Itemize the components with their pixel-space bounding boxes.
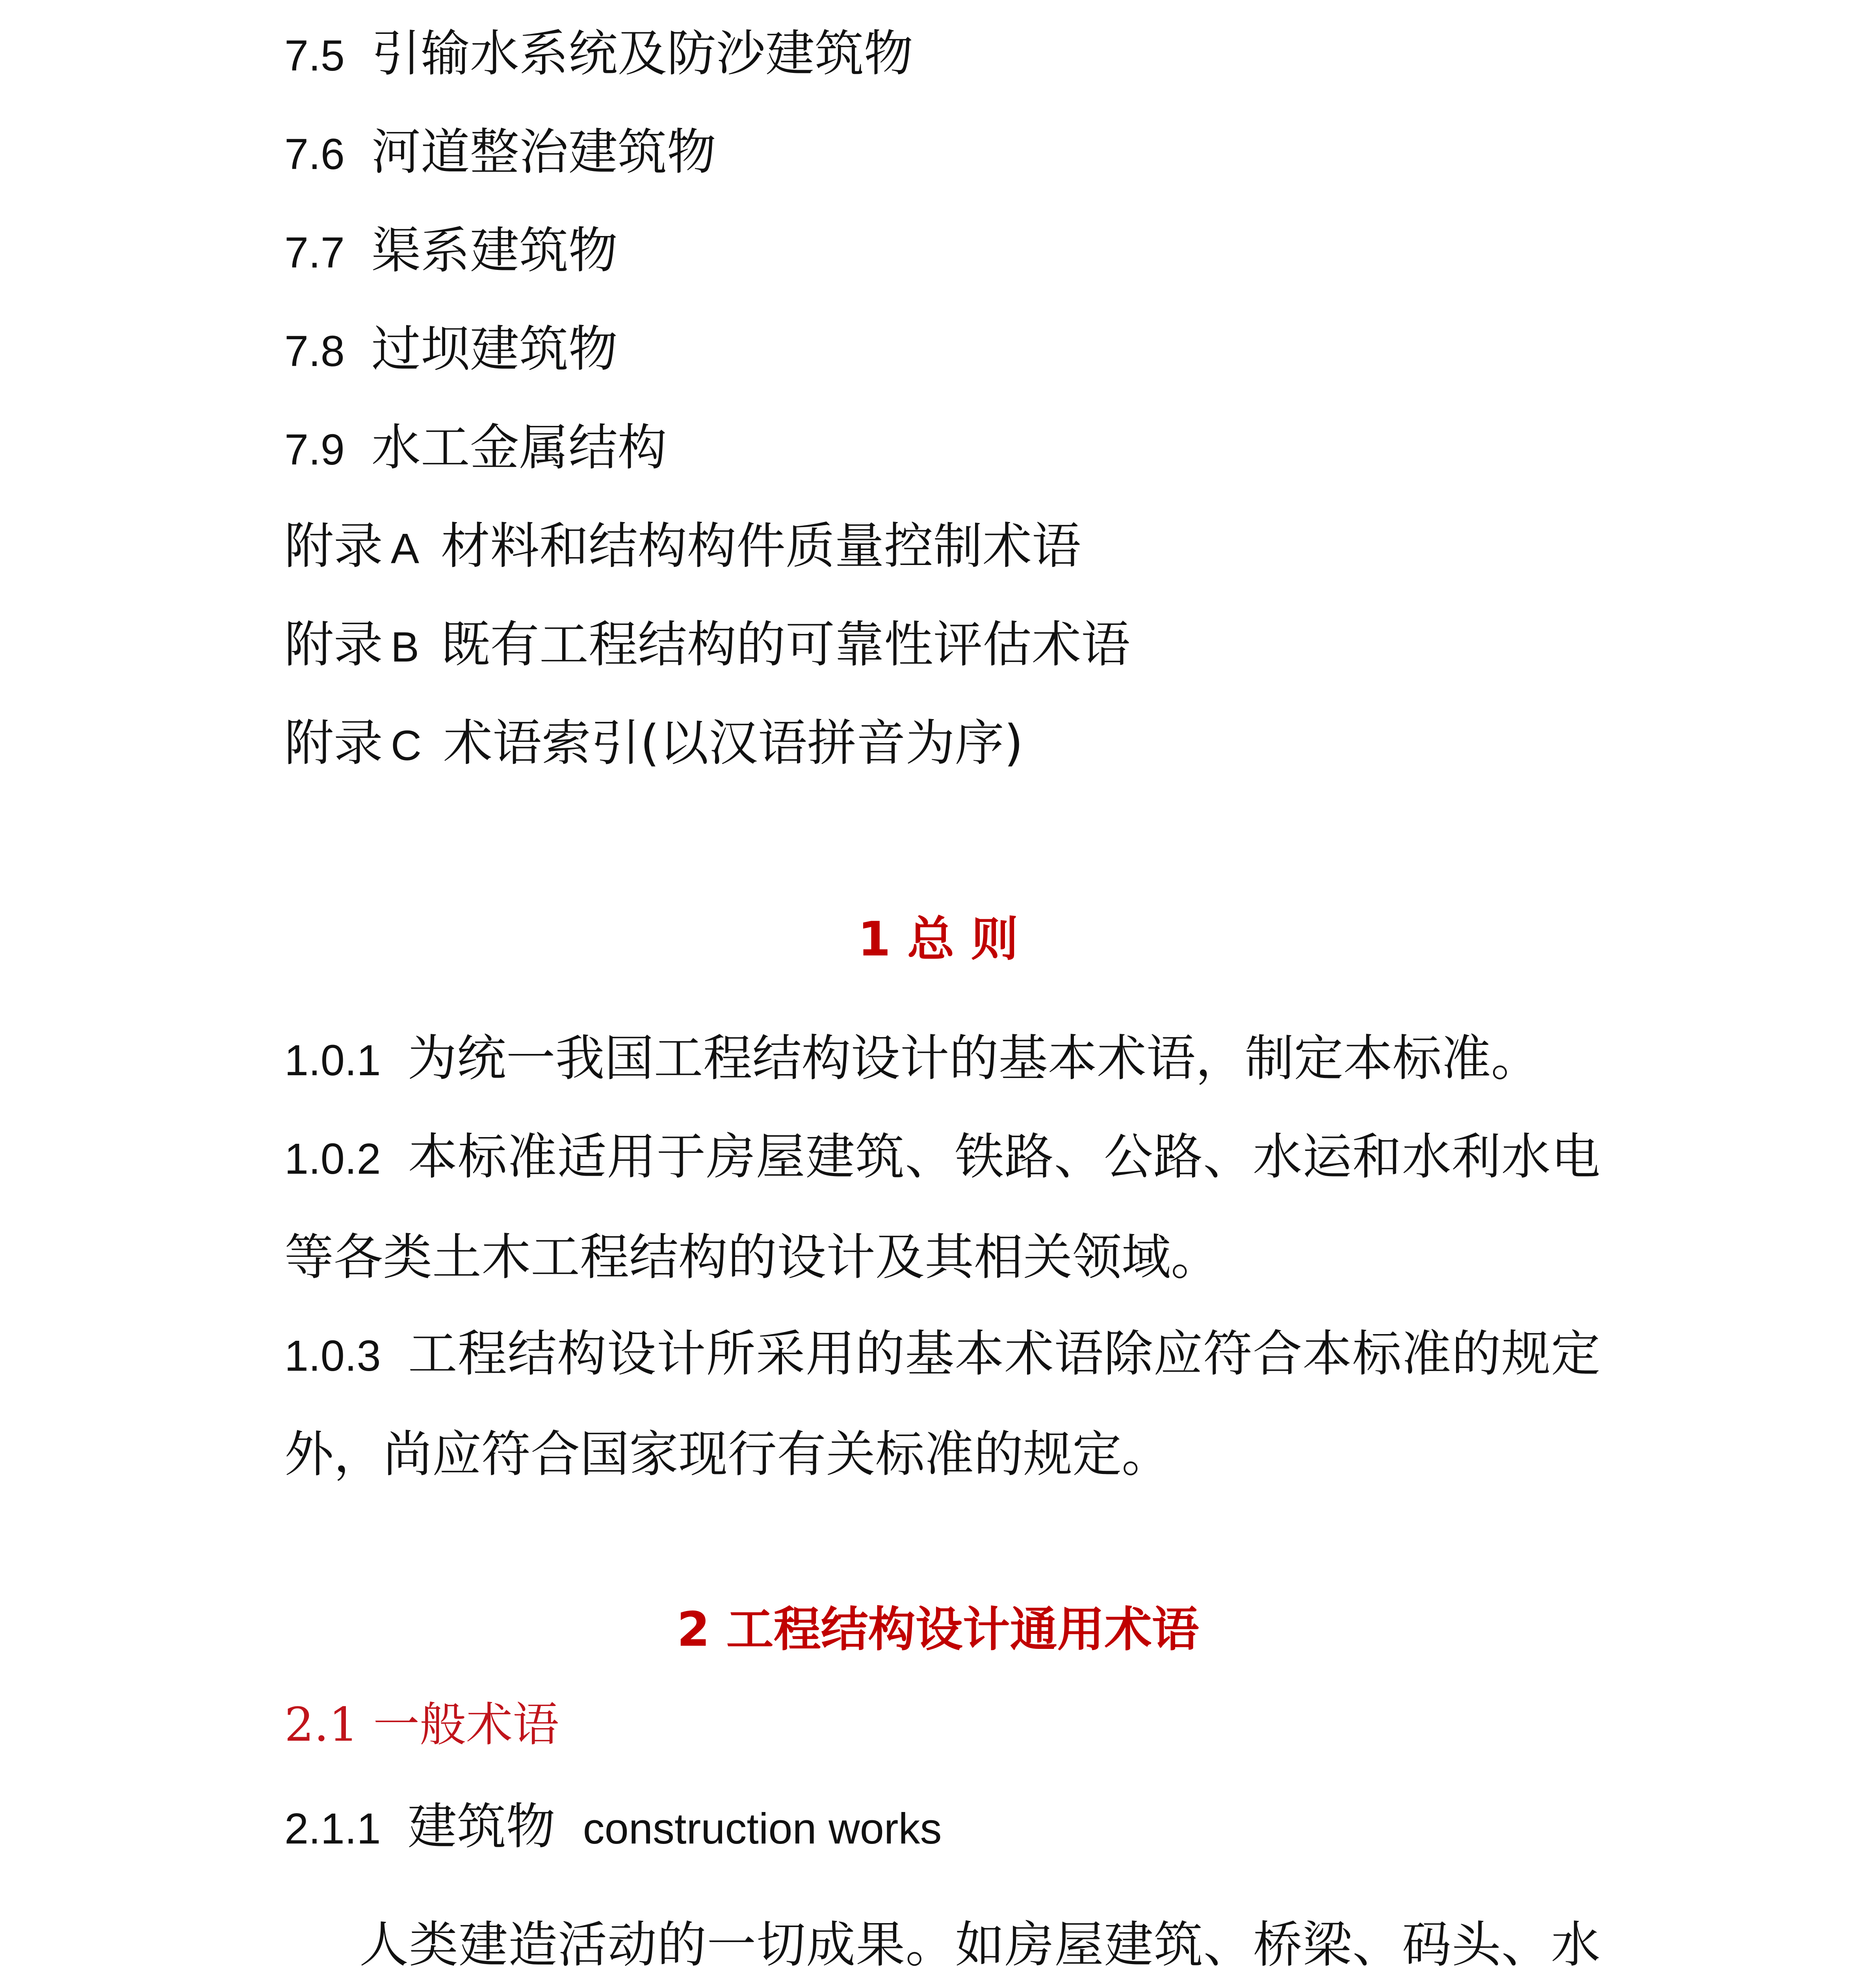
toc-line (284, 221, 618, 282)
clause-number: 1.0.1 (284, 1036, 381, 1085)
clause-number: 1.0.3 (284, 1332, 381, 1380)
clause-number: 1.0.2 (284, 1135, 381, 1183)
toc-number: 7.6 (284, 130, 345, 178)
toc-number: 7.9 (284, 426, 345, 474)
clause-text: 本标准适用于房屋建筑、铁路、公路、水运和水利水电等各类土木工程结构的设计及其相关领域。 (284, 1128, 1600, 1286)
toc-title: 水工金属结构 (371, 419, 667, 476)
section-2-1-heading: 2.1 一般术语 (284, 1697, 559, 1752)
term-number: 2.1.1 (284, 1805, 381, 1853)
term-2-1-1 (284, 1797, 942, 1858)
term-english: construction works (583, 1805, 942, 1853)
chapter-2-heading: 2 工程结构设计通用术语 (677, 1602, 1199, 1657)
appendix-prefix: 附录 (284, 518, 383, 575)
appendix-title: 既有工程结构的可靠性评估术语 (441, 616, 1131, 673)
term-chinese: 建筑物 (407, 1798, 555, 1855)
toc-title: 渠系建筑物 (371, 222, 618, 279)
toc-number: 7.7 (284, 229, 345, 277)
clause-1-0-3 (284, 1305, 1600, 1504)
appendix-letter: C (391, 721, 422, 769)
toc-number: 7.5 (284, 32, 345, 80)
toc-line (284, 123, 716, 184)
appendix-letter: A (391, 524, 420, 572)
appendix-title: 材料和结构构件质量控制术语 (441, 518, 1081, 575)
clause-text: 为统一我国工程结构设计的基本术语，制定本标准。 (407, 1030, 1540, 1087)
toc-appendix-line (284, 517, 1081, 578)
toc-appendix-line (284, 714, 1023, 775)
toc-appendix-line (284, 615, 1130, 676)
toc-title: 引输水系统及防沙建筑物 (371, 25, 913, 82)
clause-text: 工程结构设计所采用的基本术语除应符合本标准的规定外，尚应符合国家现行有关标准的规定。 (284, 1325, 1600, 1483)
chapter-1-heading: 1 总 则 (858, 912, 1018, 967)
toc-line (284, 24, 913, 85)
toc-title: 河道整治建筑物 (371, 124, 716, 181)
toc-title: 过坝建筑物 (371, 321, 618, 378)
appendix-letter: B (391, 623, 420, 671)
appendix-prefix: 附录 (284, 616, 383, 673)
appendix-prefix: 附录 (284, 715, 383, 772)
clause-1-0-2 (284, 1108, 1600, 1307)
appendix-title: 术语索引(以汉语拼音为序) (443, 715, 1023, 772)
term-definition: 人类建造活动的一切成果。如房屋建筑、桥梁、码头、水 (359, 1916, 1600, 1970)
toc-line (284, 418, 667, 479)
toc-number: 7.8 (284, 327, 345, 375)
toc-line (284, 320, 618, 381)
clause-1-0-1 (284, 1009, 1600, 1110)
